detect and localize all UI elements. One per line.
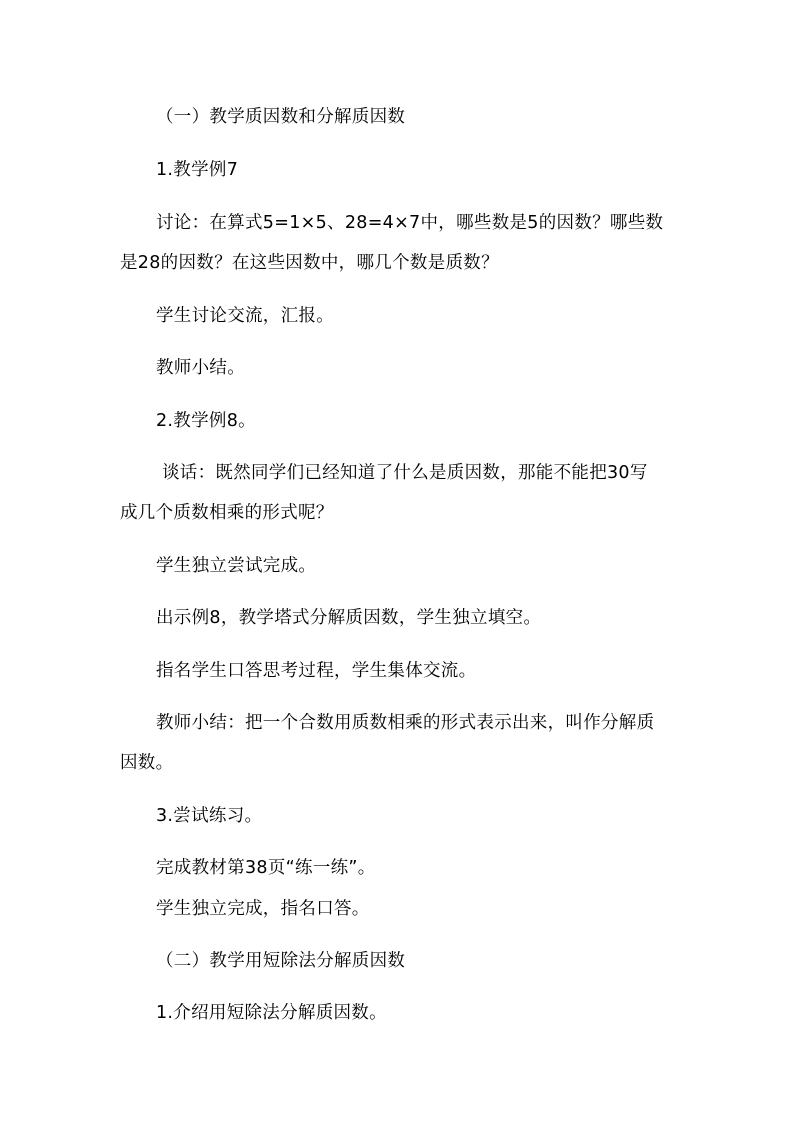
- paragraph-discussion-line-1: 讨论：在算式5=1×5、28=4×7中，哪些数是5的因数？哪些数: [156, 213, 664, 233]
- paragraph-talk-line-1: 谈话：既然同学们已经知道了什么是质因数，那能不能把30写: [162, 463, 648, 483]
- item-heading-example-7: 1.教学例7: [156, 160, 239, 180]
- paragraph-student-complete: 学生独立完成，指名口答。: [156, 899, 370, 919]
- section-heading-two: （二）教学用短除法分解质因数: [156, 951, 406, 971]
- paragraph-discussion-line-2: 是28的因数？在这些因数中，哪几个数是质数？: [120, 253, 499, 273]
- paragraph-student-attempt: 学生独立尝试完成。: [156, 556, 317, 576]
- paragraph-talk-line-2: 成几个质数相乘的形式呢？: [120, 503, 334, 523]
- item-heading-example-8: 2.教学例8。: [156, 411, 256, 431]
- section-heading-one: （一）教学质因数和分解质因数: [156, 107, 406, 127]
- paragraph-student-discussion: 学生讨论交流，汇报。: [156, 306, 334, 326]
- item-heading-practice: 3.尝试练习。: [156, 806, 263, 826]
- paragraph-show-example-8: 出示例8，教学塔式分解质因数，学生独立填空。: [156, 608, 542, 628]
- paragraph-textbook-exercise: 完成教材第38页“练一练”。: [156, 858, 376, 878]
- item-heading-short-division: 1.介绍用短除法分解质因数。: [156, 1003, 387, 1023]
- paragraph-summary-line-2: 因数。: [120, 753, 174, 773]
- paragraph-summary-line-1: 教师小结：把一个合数用质数相乘的形式表示出来，叫作分解质: [156, 713, 655, 733]
- paragraph-oral-answer: 指名学生口答思考过程，学生集体交流。: [156, 661, 477, 681]
- paragraph-teacher-summary: 教师小结。: [156, 358, 245, 378]
